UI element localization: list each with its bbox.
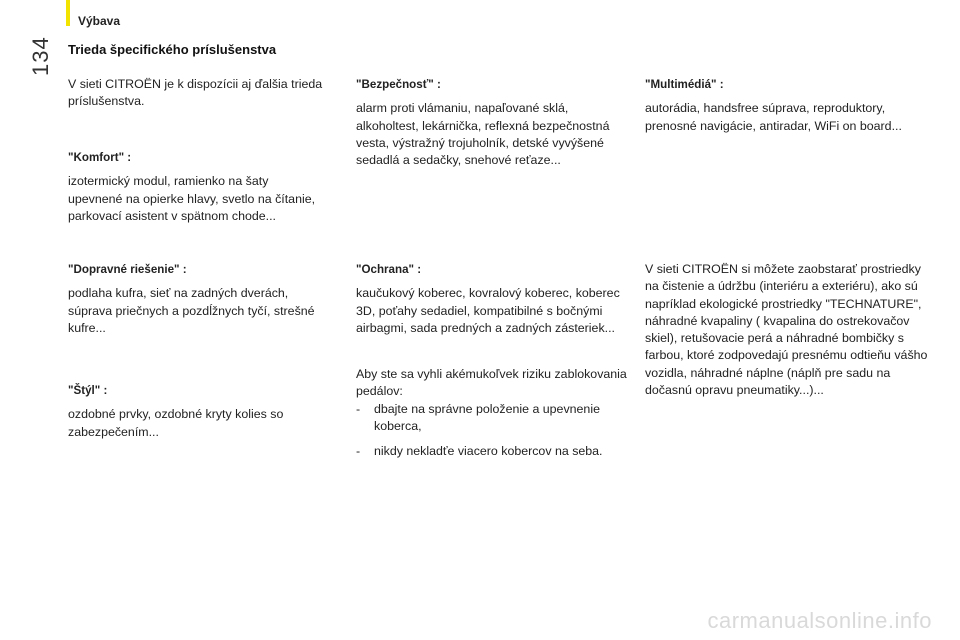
styl-title: "Štýl" : bbox=[68, 384, 108, 397]
pedal-warning-text: nikdy nekladťe viacero kobercov na seba. bbox=[374, 444, 603, 459]
care-products-paragraph bbox=[645, 261, 930, 399]
bullet-dash: - bbox=[356, 444, 361, 459]
bullet-dash: - bbox=[356, 401, 361, 416]
pedal-warning-text: dbajte na správne položenie a upevnenie koberca, bbox=[374, 401, 600, 433]
komfort-block bbox=[68, 149, 323, 225]
intro-paragraph: V sieti CITROËN je k dispozícii aj ďalšia trieda príslušenstva. bbox=[68, 77, 323, 109]
ochrana-text: kaučukový koberec, kovralový koberec, koberec 3D, poťahy sedadiel, kompatibilné s bočnými airbagmi, sada predných a zadných zásteriek... bbox=[356, 286, 620, 335]
watermark: carmanualsonline.info bbox=[707, 608, 932, 633]
pedal-warning-intro: Aby ste sa vyhli akémukoľvek riziku zablokovania pedálov: bbox=[356, 367, 627, 399]
multimedia-title: "Multimédiá" : bbox=[645, 78, 724, 91]
doprava-text: podlaha kufra, sieť na zadných dverách, súprava priečnych a pozdĺžnych tyčí, strešné kufre... bbox=[68, 286, 315, 335]
komfort-title: "Komfort" : bbox=[68, 151, 132, 164]
styl-text: ozdobné prvky, ozdobné kryty kolies so zabezpečením... bbox=[68, 407, 284, 439]
ochrana-block bbox=[356, 261, 631, 337]
page-title: Trieda špecifického príslušenstva bbox=[68, 42, 277, 57]
bezpecnost-title: "Bezpečnosť" : bbox=[356, 78, 441, 91]
pedal-warning-block bbox=[356, 366, 631, 460]
bezpecnost-text: alarm proti vlámaniu, napaľované sklá, alkoholtest, lekárnička, reflexná bezpečnostná vesta, výstražný trojuholník, detské vyvýšené sedadlá a sedačky, snehové reťaze... bbox=[356, 101, 610, 168]
multimedia-text: autorádia, handsfree súprava, reproduktory, prenosné navigácie, antiradar, WiFi on board... bbox=[645, 101, 902, 133]
multimedia-block bbox=[645, 76, 930, 135]
pedal-warning-item bbox=[356, 401, 631, 436]
section-label: Výbava bbox=[78, 14, 121, 28]
page-number: 134 bbox=[28, 36, 53, 76]
doprava-title: "Dopravné riešenie" : bbox=[68, 263, 187, 276]
accent-bar bbox=[66, 0, 70, 26]
komfort-text: izotermický modul, ramienko na šaty upevnené na opierke hlavy, svetlo na čítanie, parkovací asistent v spätnom chode... bbox=[68, 174, 316, 223]
styl-block bbox=[68, 382, 323, 441]
pedal-warning-item bbox=[356, 443, 631, 460]
ochrana-title: "Ochrana" : bbox=[356, 263, 422, 276]
bezpecnost-block bbox=[356, 76, 631, 169]
doprava-block bbox=[68, 261, 323, 337]
care-products-text: V sieti CITROËN si môžete zaobstarať prostriedky na čistenie a údržbu (interiéru a exteriéru), ako sú napríklad ekologické prostriedky "TECHNATURE", náhradné kvapaliny ( kvapalina do ostrekovačov skiel), retušovacie perá a náhradné bombičky s farbou, ktoré zodpovedajú presnému odtieňu vášho vozidla, náhradné náplne (náplň pre sadu na dočasnú opravu pneumatiky...)... bbox=[645, 262, 928, 398]
